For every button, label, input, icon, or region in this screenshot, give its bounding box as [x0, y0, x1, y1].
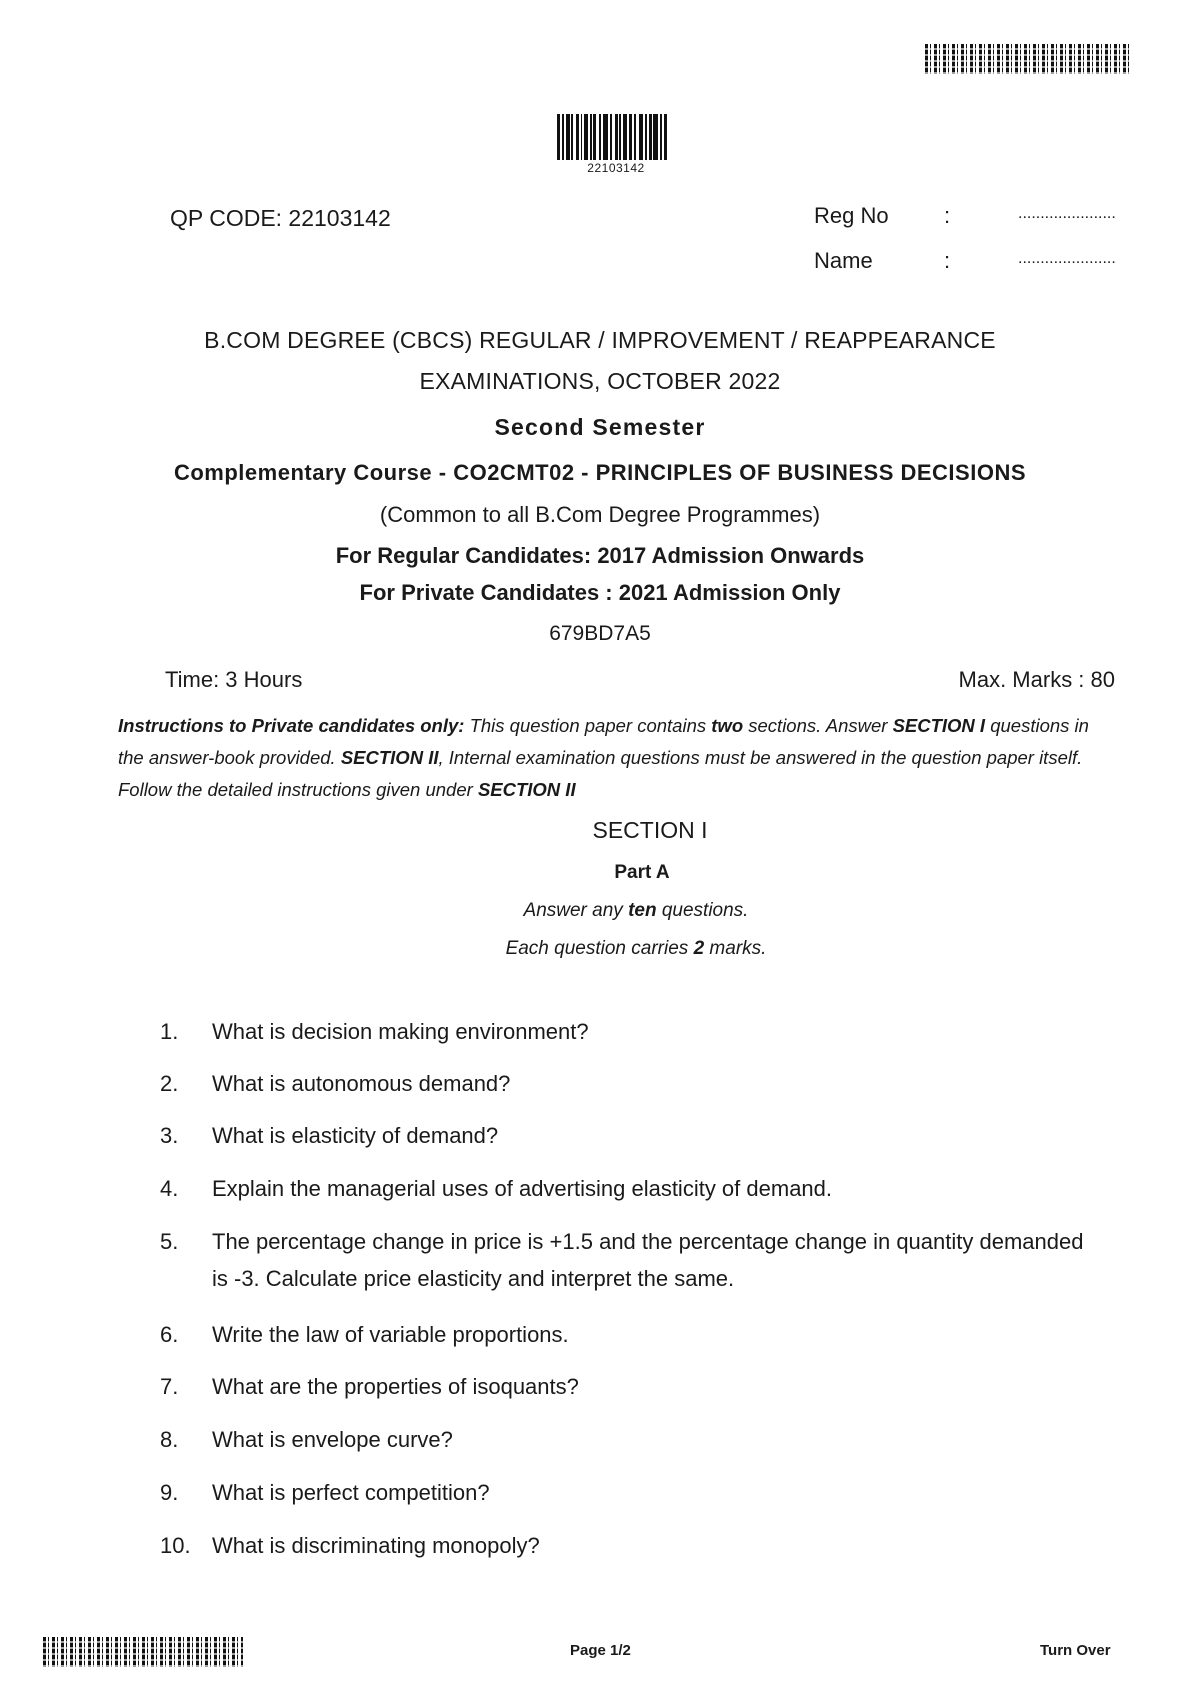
question-number: 6. [160, 1322, 179, 1347]
qp-code: QP CODE: 22103142 [170, 205, 391, 231]
course-title: Complementary Course - CO2CMT02 - PRINCIPLES OF BUSINESS DECISIONS [173, 460, 1027, 485]
instructions-lead: Instructions to Private candidates only: [118, 715, 465, 736]
part-title: Part A [614, 862, 670, 883]
max-marks: Max. Marks : 80 [958, 667, 1115, 692]
center-barcode [557, 114, 675, 160]
question-text: What is envelope curve? [212, 1427, 453, 1452]
answer-instruction [36, 900, 1200, 922]
instructions-text: questions in the answer-book provided. [118, 715, 1089, 768]
instructions-bold: SECTION II [340, 747, 439, 768]
bottom-left-barcode [43, 1637, 243, 1667]
question-number: 8. [160, 1427, 179, 1452]
name-field[interactable]: ...................... [1018, 250, 1116, 267]
note-text: Answer any [523, 900, 629, 921]
exam-time: Time: 3 Hours [165, 667, 303, 692]
barcode-number: 22103142 [587, 161, 645, 175]
semester: Second Semester [494, 414, 706, 440]
question-text: What is elasticity of demand? [212, 1123, 499, 1148]
name-label: Name [814, 248, 873, 273]
instructions-bold: SECTION I [892, 715, 986, 736]
question-number: 2. [160, 1071, 179, 1096]
question-text: What are the properties of isoquants? [212, 1374, 579, 1399]
instructions-bold: two [711, 715, 744, 736]
note-bold: 2 [693, 938, 705, 959]
marks-instruction [36, 938, 1200, 960]
question-number: 7. [160, 1374, 179, 1399]
page-number: Page 1/2 [570, 1642, 631, 1659]
instructions-bold: SECTION II [477, 779, 576, 800]
exam-title-line1: B.COM DEGREE (CBCS) REGULAR / IMPROVEMENT / REAPPEARANCE [204, 327, 996, 353]
question-text: Explain the managerial uses of advertising elasticity of demand. [212, 1176, 833, 1201]
question-text-continued: is -3. Calculate price elasticity and interpret the same. [212, 1266, 735, 1291]
instructions-text: sections. Answer [743, 715, 893, 736]
question-text: What is discriminating monopoly? [212, 1533, 540, 1558]
question-text: What is decision making environment? [212, 1019, 589, 1044]
common-note: (Common to all B.Com Degree Programmes) [379, 502, 821, 527]
reg-no-field[interactable]: ...................... [1018, 205, 1116, 222]
reg-no-colon: : [944, 203, 951, 228]
question-number: 1. [160, 1019, 179, 1044]
note-text: marks. [704, 938, 767, 959]
question-number: 4. [160, 1176, 179, 1201]
question-text: The percentage change in price is +1.5 and the percentage change in quantity demanded [212, 1229, 1084, 1254]
question-number: 10. [160, 1533, 191, 1558]
question-text: What is autonomous demand? [212, 1071, 511, 1096]
question-text: Write the law of variable proportions. [212, 1322, 569, 1347]
instructions-text: , Internal examination questions must be answered in the question paper itself. Follow the detailed instructions given under [118, 747, 1083, 800]
note-bold: ten [628, 900, 657, 921]
top-right-barcode [925, 44, 1130, 74]
private-candidates: For Private Candidates : 2021 Admission Only [359, 580, 841, 605]
question-number: 9. [160, 1480, 179, 1505]
paper-code: 679BD7A5 [549, 622, 651, 645]
note-text: questions. [656, 900, 749, 921]
name-colon: : [944, 248, 951, 273]
section-title: SECTION I [592, 817, 708, 843]
private-instructions [118, 710, 1108, 806]
note-text: Each question carries [505, 938, 694, 959]
question-number: 5. [160, 1229, 179, 1254]
regular-candidates: For Regular Candidates: 2017 Admission Onwards [335, 543, 865, 568]
question-number: 3. [160, 1123, 179, 1148]
exam-title-line2: EXAMINATIONS, OCTOBER 2022 [419, 368, 781, 394]
question-text: What is perfect competition? [212, 1480, 490, 1505]
instructions-text: This question paper contains [464, 715, 712, 736]
turn-over: Turn Over [1040, 1642, 1111, 1659]
reg-no-label: Reg No [814, 203, 889, 228]
